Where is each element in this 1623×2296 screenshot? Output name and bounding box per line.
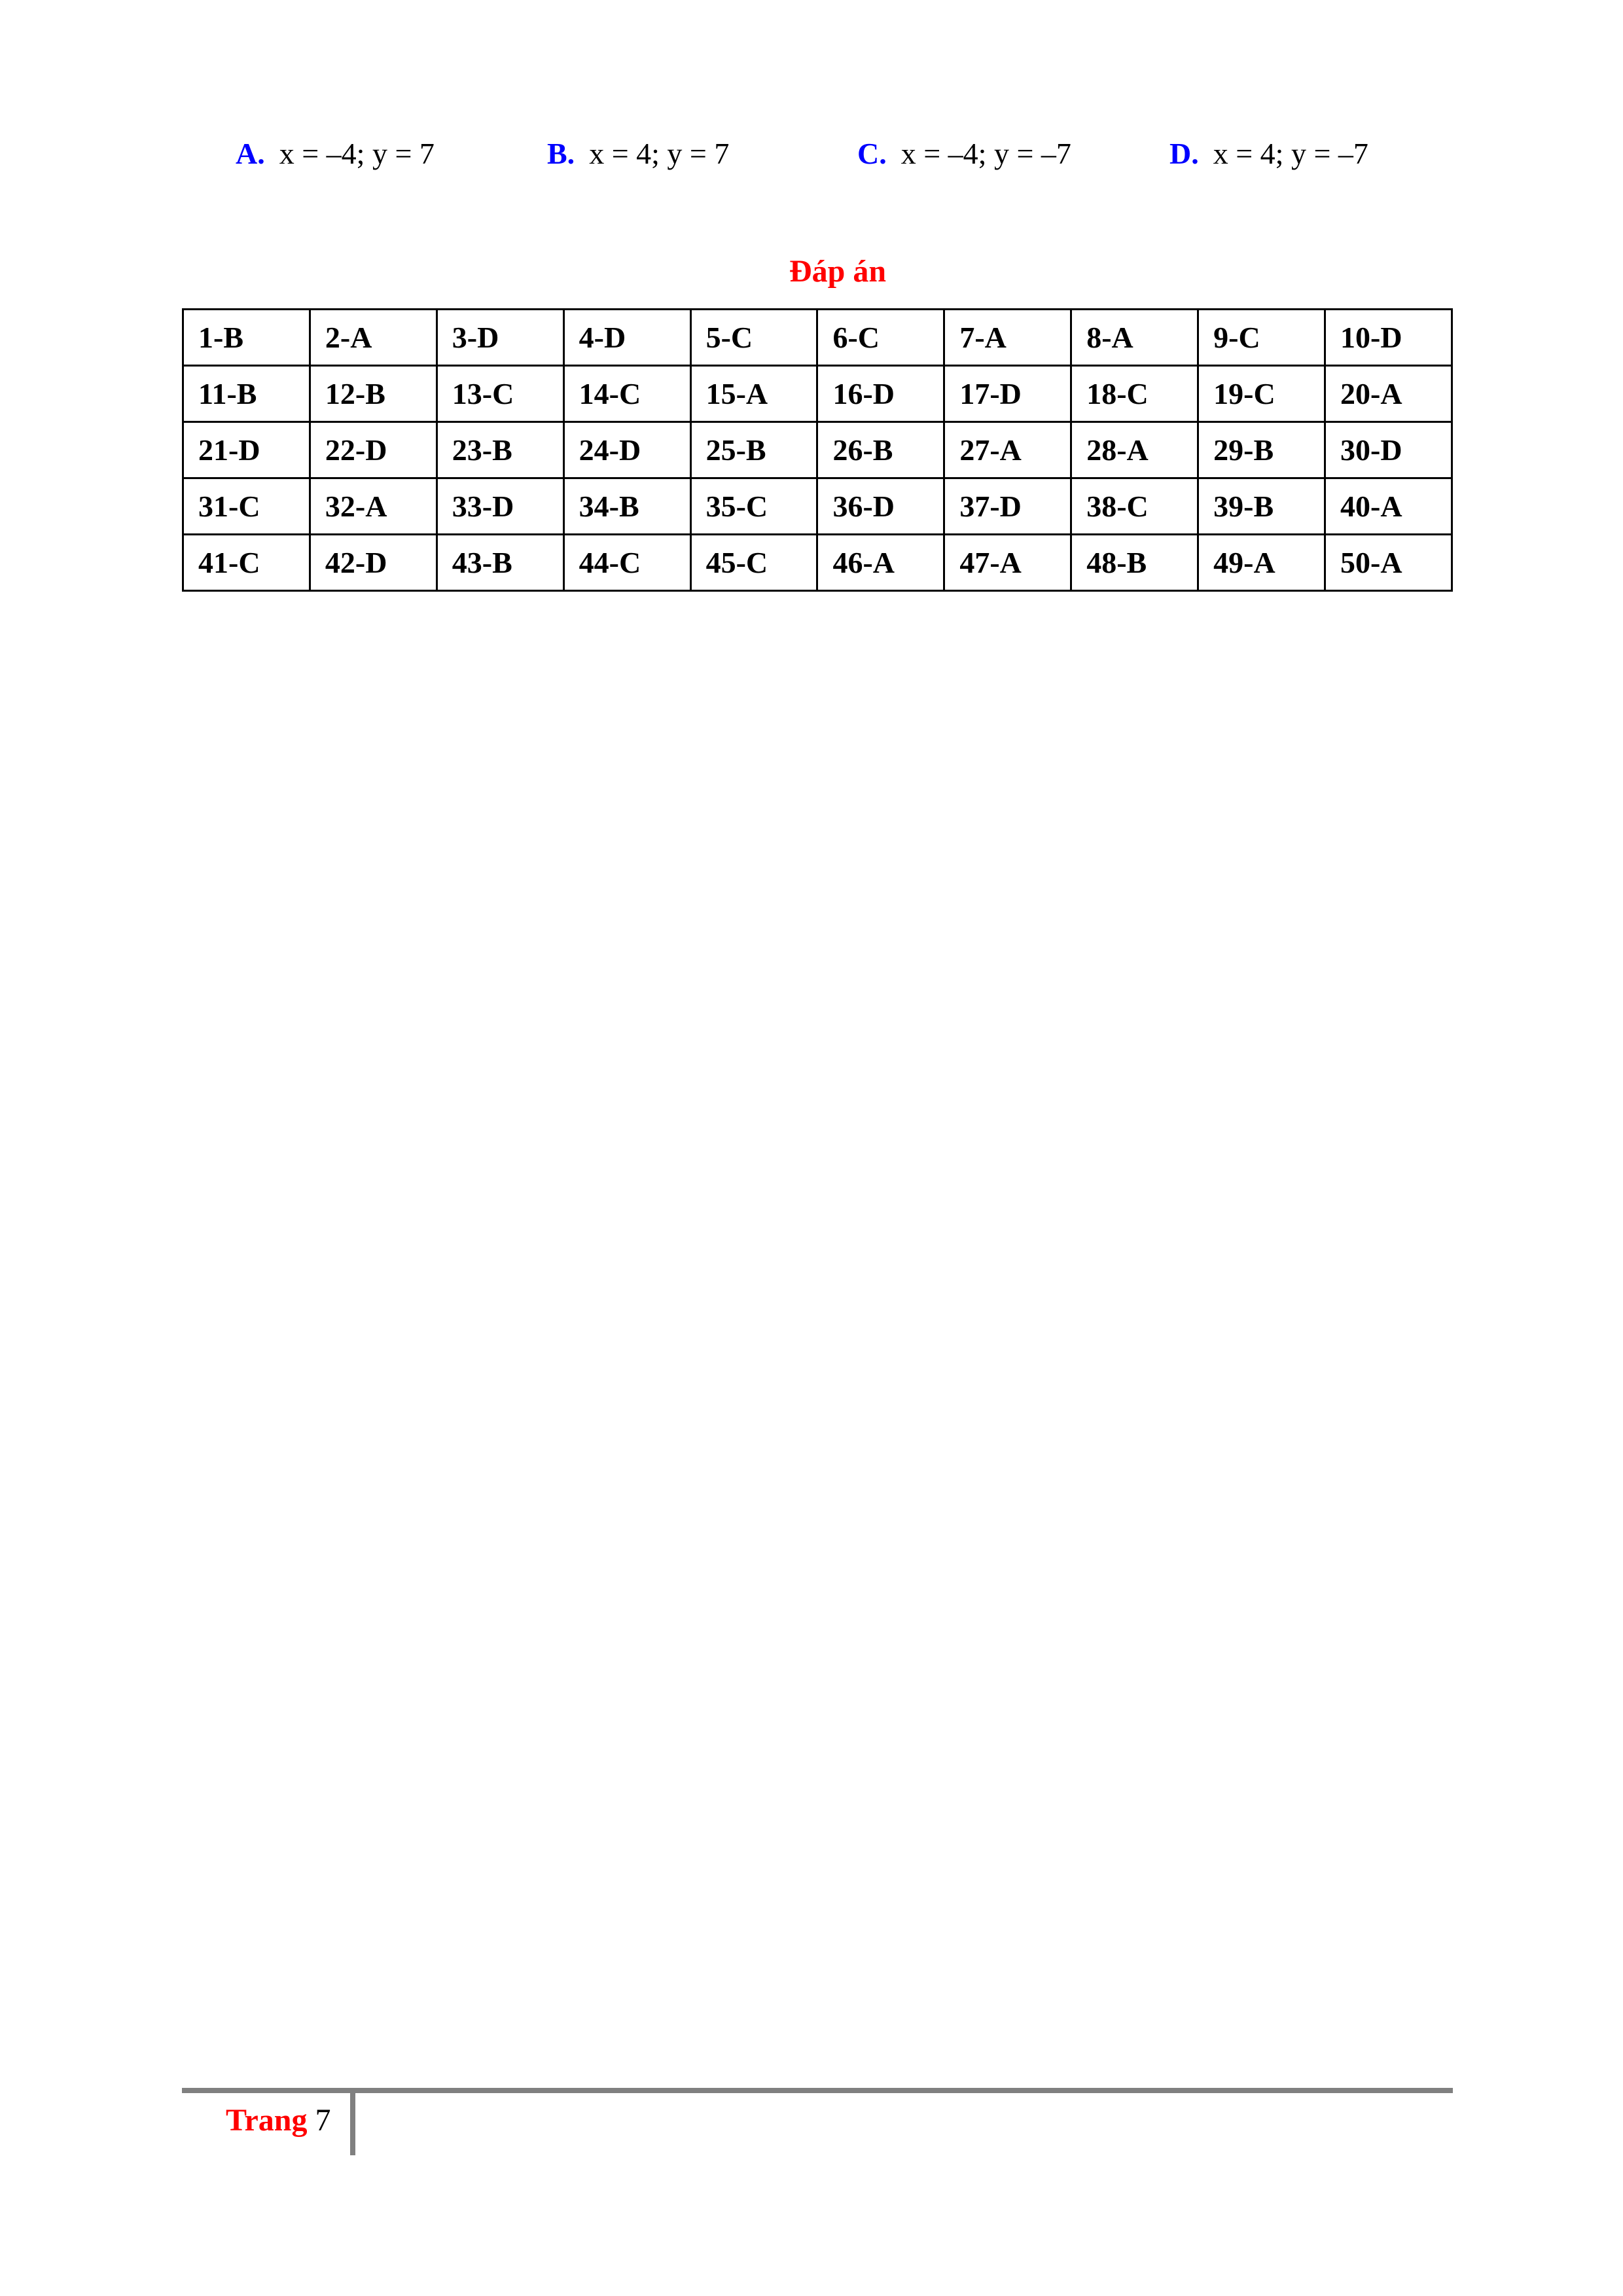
option-c (857, 128, 1071, 180)
answer-key-table (182, 308, 1453, 592)
answer-options-row (0, 128, 1623, 180)
answer-cell: 1-B (183, 310, 310, 366)
footer-divider (350, 2093, 355, 2155)
answer-cell: 28-A (1071, 422, 1198, 478)
answer-cell: 30-D (1325, 422, 1452, 478)
answer-cell: 16-D (817, 366, 944, 422)
option-c-text: x = –4; y = –7 (901, 137, 1071, 170)
table-row (183, 310, 1452, 366)
answer-cell: 10-D (1325, 310, 1452, 366)
answer-cell: 4-D (563, 310, 690, 366)
answer-cell: 40-A (1325, 478, 1452, 535)
answer-cell: 35-C (690, 478, 817, 535)
option-a-letter: A. (236, 137, 265, 170)
page-number (226, 2098, 330, 2144)
page-label: Trang (226, 2103, 308, 2138)
footer-rule (182, 2088, 1453, 2093)
answer-cell: 20-A (1325, 366, 1452, 422)
answer-cell: 50-A (1325, 535, 1452, 591)
answer-cell: 21-D (183, 422, 310, 478)
option-a-text: x = –4; y = 7 (279, 137, 435, 170)
answer-cell: 3-D (437, 310, 563, 366)
answer-cell: 45-C (690, 535, 817, 591)
table-row (183, 478, 1452, 535)
answer-cell: 7-A (944, 310, 1071, 366)
answer-cell: 25-B (690, 422, 817, 478)
answer-cell: 9-C (1198, 310, 1325, 366)
answer-cell: 6-C (817, 310, 944, 366)
option-d-text: x = 4; y = –7 (1213, 137, 1368, 170)
answer-cell: 2-A (310, 310, 437, 366)
answer-cell: 13-C (437, 366, 563, 422)
option-d-letter: D. (1169, 137, 1199, 170)
option-b (547, 128, 729, 180)
answer-cell: 32-A (310, 478, 437, 535)
option-b-letter: B. (547, 137, 575, 170)
answer-cell: 43-B (437, 535, 563, 591)
option-c-letter: C. (857, 137, 887, 170)
answer-cell: 8-A (1071, 310, 1198, 366)
answer-cell: 5-C (690, 310, 817, 366)
table-row (183, 535, 1452, 591)
answer-cell: 26-B (817, 422, 944, 478)
answer-cell: 39-B (1198, 478, 1325, 535)
page-number-value: 7 (315, 2103, 331, 2138)
answer-cell: 15-A (690, 366, 817, 422)
answer-cell: 22-D (310, 422, 437, 478)
option-d (1169, 128, 1368, 180)
answer-cell: 12-B (310, 366, 437, 422)
answer-cell: 24-D (563, 422, 690, 478)
answer-cell: 18-C (1071, 366, 1198, 422)
answer-cell: 41-C (183, 535, 310, 591)
option-b-text: x = 4; y = 7 (589, 137, 730, 170)
answer-cell: 46-A (817, 535, 944, 591)
answer-cell: 47-A (944, 535, 1071, 591)
answer-cell: 14-C (563, 366, 690, 422)
answer-cell: 48-B (1071, 535, 1198, 591)
option-a (236, 128, 435, 180)
answer-cell: 42-D (310, 535, 437, 591)
answer-cell: 49-A (1198, 535, 1325, 591)
table-row (183, 422, 1452, 478)
answer-cell: 38-C (1071, 478, 1198, 535)
answer-cell: 17-D (944, 366, 1071, 422)
answer-cell: 31-C (183, 478, 310, 535)
answer-cell: 37-D (944, 478, 1071, 535)
answer-cell: 44-C (563, 535, 690, 591)
answer-cell: 36-D (817, 478, 944, 535)
answer-cell: 23-B (437, 422, 563, 478)
answer-cell: 29-B (1198, 422, 1325, 478)
answer-cell: 11-B (183, 366, 310, 422)
answer-key-title: Đáp án (789, 254, 887, 289)
answer-cell: 19-C (1198, 366, 1325, 422)
answer-cell: 33-D (437, 478, 563, 535)
answer-cell: 27-A (944, 422, 1071, 478)
answer-cell: 34-B (563, 478, 690, 535)
table-row (183, 366, 1452, 422)
